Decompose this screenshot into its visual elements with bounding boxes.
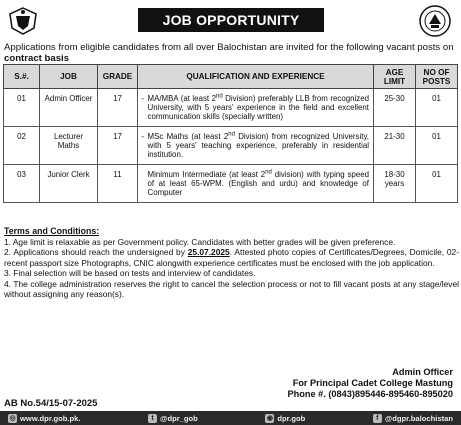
- footer-bar: [0, 411, 461, 425]
- col-age-limit: AGE LIMIT: [374, 65, 416, 89]
- row-job: Junior Clerk: [40, 165, 98, 203]
- vacancy-table: [3, 64, 458, 203]
- term-1: 1. Age limit is relaxable as per Government policy. Candidates with better grades will be given preference.: [4, 236, 396, 247]
- cadet-college-crest-icon: [415, 4, 455, 38]
- signature-block: [253, 367, 453, 400]
- row-posts: 01: [416, 127, 458, 165]
- row-sno: 02: [4, 127, 40, 165]
- footer-twitter[interactable]: t @dpr_gob: [148, 414, 198, 423]
- row-age: 21-30: [374, 127, 416, 165]
- row-dash: [138, 165, 148, 203]
- row-qualification: Minimum Intermediate (at least 2nd division) with typing speed of at least 65-WPM. (English and urdu) and knowledge of Computer: [148, 165, 374, 203]
- term-4: 4. The college administration reserves the right to cancel the selection process or not to fill vacant posts at any stage/level without assigning any reason(s).: [4, 278, 459, 299]
- col-posts: NO OF POSTS: [416, 65, 458, 89]
- footer-facebook[interactable]: f @dgpr.balochistan: [373, 414, 453, 423]
- signature-org: For Principal Cadet College Mastung: [292, 378, 453, 388]
- balochistan-emblem-icon: [6, 6, 40, 36]
- row-age: 25-30: [374, 89, 416, 127]
- row-grade: 17: [98, 89, 138, 127]
- row-job: Admin Officer: [40, 89, 98, 127]
- footer-website[interactable]: ◎ www.dpr.gob.pk.: [9, 413, 81, 423]
- table-header-row: [4, 65, 458, 89]
- page-title: JOB OPPORTUNITY: [138, 8, 324, 32]
- row-job: Lecturer Maths: [40, 127, 98, 165]
- header: [0, 0, 461, 42]
- row-posts: 01: [416, 89, 458, 127]
- social-icon: ◉: [266, 414, 273, 422]
- col-sno: S.#.: [4, 65, 40, 89]
- deadline-date: 25.07.2025: [187, 247, 230, 257]
- row-sno: 03: [4, 165, 40, 203]
- col-qualification: QUALIFICATION AND EXPERIENCE: [138, 65, 374, 89]
- footer-handle[interactable]: ◉ dpr.gob: [266, 413, 306, 423]
- term-3: 3. Final selection will be based on tests and interview of candidates.: [4, 268, 256, 278]
- globe-icon: ◎: [9, 414, 16, 422]
- row-grade: 17: [98, 127, 138, 165]
- twitter-icon: t: [148, 414, 157, 423]
- row-age: 18-30 years: [374, 165, 416, 203]
- row-dash: -: [138, 127, 148, 165]
- terms-section: [4, 226, 459, 300]
- row-sno: 01: [4, 89, 40, 127]
- terms-heading: Terms and Conditions:: [4, 226, 100, 236]
- facebook-icon: f: [373, 414, 382, 423]
- ad-number: AB No.54/15-07-2025: [4, 398, 98, 409]
- row-dash: -: [138, 89, 148, 127]
- col-job: JOB: [40, 65, 98, 89]
- term-2: 2. Applications should reach the undersigned by 25.07.2025. Attested photo copies of Certificates/Degrees, Domicile, 02-recent passport size Photographs, CNIC alongwith experience certificates must be enclosed with the job application.: [4, 247, 459, 268]
- intro-text: Applications from eligible candidates from all over Balochistan are invited for the following vacant posts on contract basis: [4, 42, 454, 64]
- table-row: [4, 89, 458, 127]
- contract-basis-label: contract basis: [4, 53, 70, 64]
- row-grade: 11: [98, 165, 138, 203]
- table-row: [4, 165, 458, 203]
- table-row: [4, 127, 458, 165]
- row-qualification: MA/MBA (at least 2nd Division) preferably LLB from recognized University, with 5 years' experience in the field and excellent communication skills (specially written): [148, 89, 374, 127]
- signature-title: Admin Officer: [392, 367, 453, 377]
- signature-phone: Phone #. (0843)895446-895460-895020: [287, 389, 453, 399]
- col-grade: GRADE: [98, 65, 138, 89]
- row-posts: 01: [416, 165, 458, 203]
- row-qualification: MSc Maths (at least 2nd Division) from recognized University, with 5 years' teaching experience, preferably in residential institution.: [148, 127, 374, 165]
